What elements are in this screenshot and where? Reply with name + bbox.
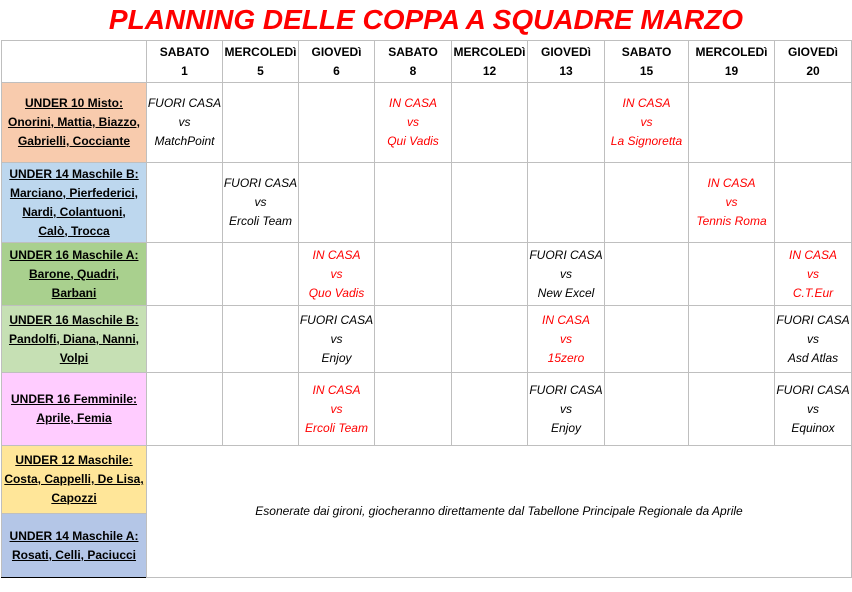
empty-cell xyxy=(452,373,528,446)
team-players: Barone, Quadri, xyxy=(28,266,120,281)
match-opponent: Equinox xyxy=(791,420,835,435)
match-opponent: Quo Vadis xyxy=(308,285,365,300)
empty-cell xyxy=(223,373,299,446)
match-vs: vs xyxy=(560,401,572,416)
match-venue: FUORI CASA xyxy=(223,176,298,190)
team-players: Onorini, Mattia, Biazzo, xyxy=(7,115,140,129)
column-header xyxy=(147,41,223,83)
team-cell xyxy=(2,446,147,514)
match-cell xyxy=(605,83,689,163)
match-cell xyxy=(528,373,605,446)
match-vs: vs xyxy=(725,195,738,209)
empty-cell xyxy=(375,306,452,373)
match-vs: vs xyxy=(807,401,819,416)
match-vs: vs xyxy=(330,401,343,416)
match-cell xyxy=(775,306,852,373)
match-venue: IN CASA xyxy=(788,247,837,262)
team-players: Aprile, Femia xyxy=(36,411,112,425)
empty-cell xyxy=(605,243,689,306)
match-venue: FUORI CASA xyxy=(776,312,850,327)
match-opponent: MatchPoint xyxy=(154,134,215,148)
team-players: Rosati, Celli, Paciucci xyxy=(11,547,137,562)
empty-cell xyxy=(223,306,299,373)
match-opponent: Ercoli Team xyxy=(229,214,292,228)
column-header xyxy=(605,41,689,83)
column-header xyxy=(452,41,528,83)
match-cell xyxy=(375,83,452,163)
match-vs: vs xyxy=(407,115,419,129)
match-cell xyxy=(775,373,852,446)
match-venue: IN CASA xyxy=(707,176,756,190)
match-venue: FUORI CASA xyxy=(147,96,222,110)
match-cell xyxy=(528,306,605,373)
match-cell xyxy=(299,373,375,446)
match-vs: vs xyxy=(330,331,343,346)
column-date: 20 xyxy=(806,63,820,78)
match-opponent: La Signoretta xyxy=(610,134,683,148)
match-venue: FUORI CASA xyxy=(529,247,603,262)
column-date: 12 xyxy=(482,63,497,78)
match-opponent: Tennis Roma xyxy=(696,214,767,228)
team-category: UNDER 10 Misto: xyxy=(24,96,123,110)
match-opponent: New Excel xyxy=(537,285,595,300)
team-category: UNDER 16 Femminile: xyxy=(10,392,138,406)
column-day: SABATO xyxy=(388,44,438,59)
empty-cell xyxy=(528,163,605,243)
match-vs: vs xyxy=(640,115,653,129)
empty-cell xyxy=(223,83,299,163)
column-day: MERCOLEDì xyxy=(695,44,768,59)
empty-cell xyxy=(528,83,605,163)
match-vs: vs xyxy=(254,195,267,209)
match-opponent: 15zero xyxy=(547,350,585,365)
empty-cell xyxy=(375,163,452,243)
page-title: PLANNING DELLE COPPA A SQUADRE MARZO xyxy=(108,4,744,35)
match-venue: IN CASA xyxy=(388,96,437,110)
match-opponent: Ercoli Team xyxy=(305,420,368,435)
column-date: 5 xyxy=(257,63,264,78)
team-row xyxy=(2,83,852,163)
column-date: 8 xyxy=(409,63,417,78)
column-header xyxy=(528,41,605,83)
column-day: MERCOLEDì xyxy=(453,44,526,59)
empty-cell xyxy=(147,306,223,373)
team-cell xyxy=(2,83,147,163)
match-vs: vs xyxy=(807,266,819,281)
match-vs: vs xyxy=(178,115,191,129)
match-opponent: Enjoy xyxy=(550,420,582,435)
team-category: UNDER 14 Maschile B: xyxy=(9,166,139,181)
exempt-team-row xyxy=(2,446,852,514)
team-players: Marciano, Pierfederici, xyxy=(9,185,139,200)
exempt-note: Esonerate dai gironi, giocheranno direttamente dal Tabellone Principale Regionale da Aprile xyxy=(147,446,852,578)
column-header xyxy=(299,41,375,83)
team-players: Pandolfi, Diana, Nanni, xyxy=(8,331,139,346)
match-vs: vs xyxy=(807,331,819,346)
team-category: UNDER 14 Maschile A: xyxy=(9,528,139,543)
team-category: UNDER 12 Maschile: xyxy=(15,453,133,467)
empty-cell xyxy=(299,83,375,163)
column-day: SABATO xyxy=(621,44,672,59)
empty-cell xyxy=(452,83,528,163)
column-day: GIOVEDì xyxy=(540,44,591,59)
match-cell xyxy=(689,163,775,243)
column-header xyxy=(689,41,775,83)
team-row xyxy=(2,306,852,373)
match-cell xyxy=(299,306,375,373)
team-row xyxy=(2,373,852,446)
column-day: MERCOLEDì xyxy=(224,44,297,59)
team-cell xyxy=(2,243,147,306)
match-vs: vs xyxy=(560,266,572,281)
match-opponent: C.T.Eur xyxy=(792,285,834,300)
column-header xyxy=(775,41,852,83)
empty-cell xyxy=(452,243,528,306)
team-players: Barbani xyxy=(51,285,97,300)
team-cell xyxy=(2,514,147,578)
header-row xyxy=(2,41,852,83)
column-date: 13 xyxy=(559,63,573,78)
empty-cell xyxy=(452,163,528,243)
corner-cell xyxy=(2,41,147,83)
match-venue: FUORI CASA xyxy=(529,382,603,397)
empty-cell xyxy=(689,243,775,306)
column-date: 6 xyxy=(333,63,340,78)
empty-cell xyxy=(375,243,452,306)
empty-cell xyxy=(689,373,775,446)
team-row xyxy=(2,243,852,306)
empty-cell xyxy=(147,163,223,243)
empty-cell xyxy=(605,306,689,373)
column-date: 15 xyxy=(639,63,654,78)
team-players: Nardi, Colantuoni, xyxy=(22,204,126,219)
match-venue: FUORI CASA xyxy=(299,312,374,327)
match-cell xyxy=(528,243,605,306)
empty-cell xyxy=(689,306,775,373)
team-row xyxy=(2,163,852,243)
team-players: Gabrielli, Cocciante xyxy=(17,134,131,148)
empty-cell xyxy=(223,243,299,306)
empty-cell xyxy=(689,83,775,163)
column-day: GIOVEDì xyxy=(311,44,362,59)
column-day: SABATO xyxy=(159,44,210,59)
empty-cell xyxy=(147,243,223,306)
match-cell xyxy=(299,243,375,306)
team-players: Costa, Cappelli, De Lisa, xyxy=(4,472,144,486)
match-opponent: Enjoy xyxy=(321,350,352,365)
match-opponent: Asd Atlas xyxy=(787,350,839,365)
team-players: Capozzi xyxy=(51,491,97,505)
empty-cell xyxy=(775,83,852,163)
empty-cell xyxy=(147,373,223,446)
empty-cell xyxy=(299,163,375,243)
empty-cell xyxy=(775,163,852,243)
match-venue: IN CASA xyxy=(622,96,671,110)
match-vs: vs xyxy=(330,266,343,281)
match-venue: FUORI CASA xyxy=(776,382,850,397)
empty-cell xyxy=(605,373,689,446)
match-vs: vs xyxy=(560,331,572,346)
team-cell xyxy=(2,306,147,373)
match-opponent: Qui Vadis xyxy=(387,134,439,148)
match-venue: IN CASA xyxy=(312,247,361,262)
team-cell xyxy=(2,373,147,446)
column-date: 1 xyxy=(181,63,188,78)
empty-cell xyxy=(452,306,528,373)
team-players: Volpi xyxy=(59,350,89,365)
schedule-table xyxy=(1,40,852,578)
team-cell xyxy=(2,163,147,243)
team-category: UNDER 16 Maschile A: xyxy=(9,247,139,262)
match-cell xyxy=(775,243,852,306)
team-players: Calò, Trocca xyxy=(38,223,110,238)
column-header xyxy=(375,41,452,83)
column-header xyxy=(223,41,299,83)
empty-cell xyxy=(375,373,452,446)
match-venue: IN CASA xyxy=(541,312,590,327)
match-cell xyxy=(147,83,223,163)
column-day: GIOVEDì xyxy=(787,44,838,59)
match-venue: IN CASA xyxy=(312,382,361,397)
team-category: UNDER 16 Maschile B: xyxy=(9,312,139,327)
column-date: 19 xyxy=(724,63,739,78)
empty-cell xyxy=(605,163,689,243)
match-cell xyxy=(223,163,299,243)
